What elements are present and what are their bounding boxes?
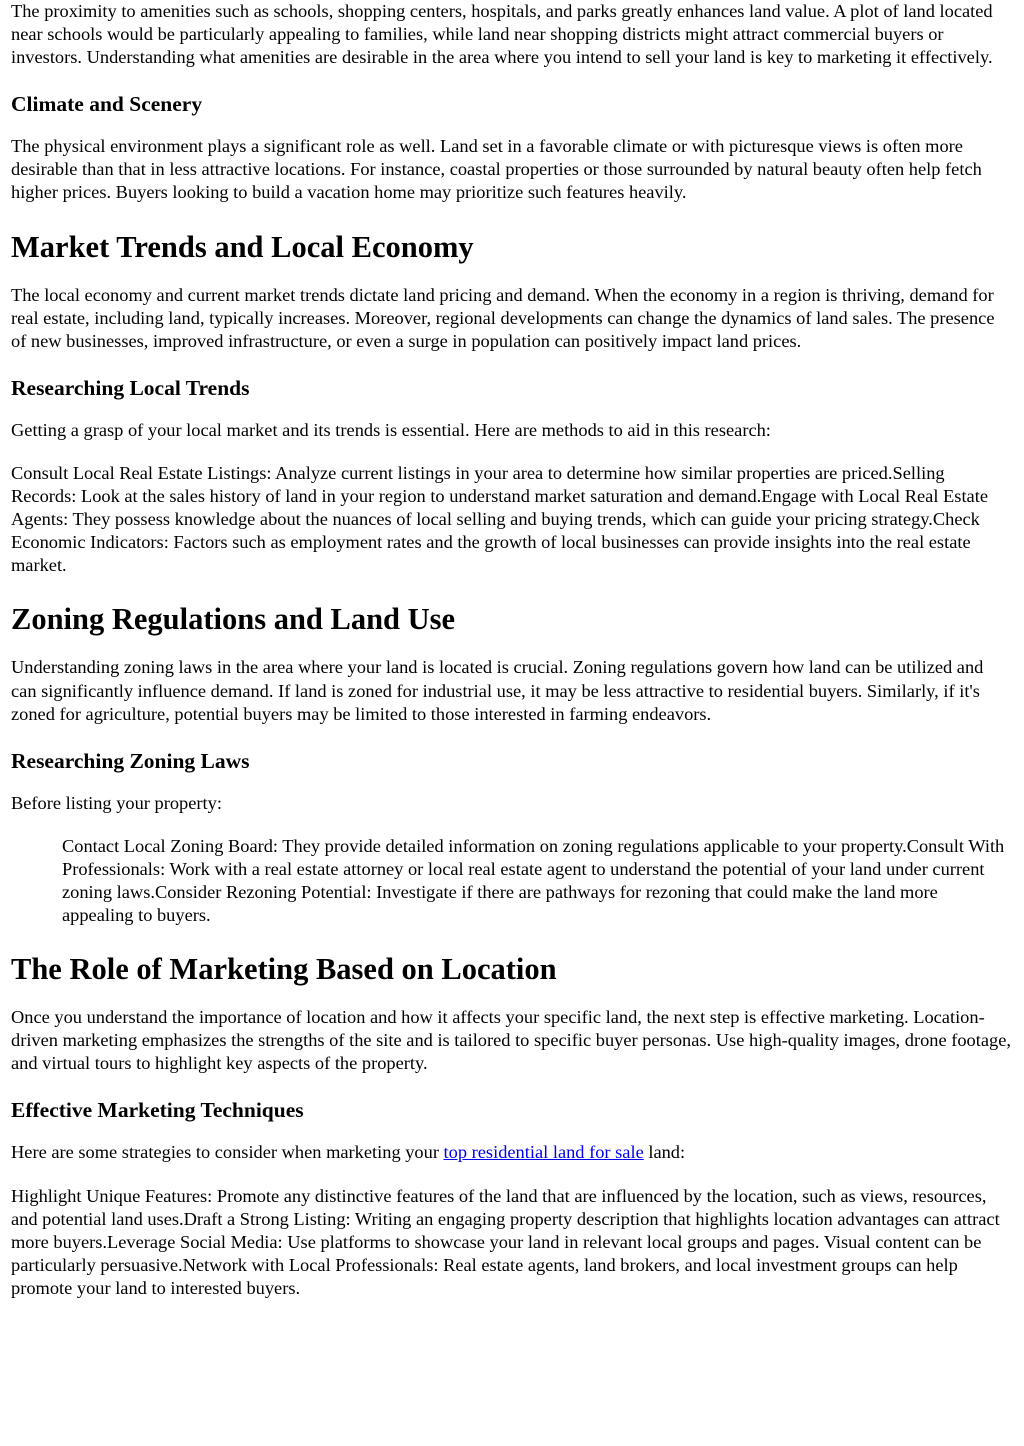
zoning-paragraph: Understanding zoning laws in the area where your land is located is crucial. Zoning regulations govern how land can be utilized and can significantly influence demand. If land is zoned for industrial use, it may be less attractive to residential buyers. Similarly, if it's zoned for agriculture, potential buyers may be limited to those interested in farming endeavors. xyxy=(11,657,984,724)
zoning-heading: Zoning Regulations and Land Use xyxy=(11,602,456,637)
techniques-intro-after: land: xyxy=(643,1142,686,1163)
techniques-intro-before: Here are some strategies to consider when marketing your xyxy=(11,1142,444,1163)
climate-paragraph: The physical environment plays a significant role as well. Land set in a favorable climate or with picturesque views is often more desirable than that in less attractive locations. For instance, coastal properties or those surrounded by natural beauty often help fetch higher prices. Buyers looking to build a vacation home may prioritize such features heavily. xyxy=(11,136,982,203)
amenities-paragraph: The proximity to amenities such as schools, shopping centers, hospitals, and parks greatly enhances land value. A plot of land located near schools would be particularly appealing to families, while land near shopping districts might attract commercial buyers or investors. Understanding what amenities are desirable in the area where you intend to sell your land is key to marketing it effectively. xyxy=(11,1,993,68)
marketing-paragraph: Once you understand the importance of location and how it affects your specific land, the next step is effective marketing. Location-driven marketing emphasizes the strengths of the site and is tailored to specific buyer personas. Use high-quality images, drone footage, and virtual tours to highlight key aspects of the property. xyxy=(11,1007,1011,1074)
market-heading: Market Trends and Local Economy xyxy=(11,229,474,264)
research-trends-intro: Getting a grasp of your local market and its trends is essential. Here are methods to aid in this research: xyxy=(11,419,771,440)
market-paragraph: The local economy and current market trends dictate land pricing and demand. When the economy in a region is thriving, demand for real estate, including land, typically increases. Moreover, regional developments can change the dynamics of land sales. The presence of new businesses, improved infrastructure, or even a surge in population can positively impact land prices. xyxy=(11,284,995,351)
techniques-list: Highlight Unique Features: Promote any distinctive features of the land that are influenced by the location, such as views, resources, and potential land uses.Draft a Strong Listing: Writing an engaging property description that highlights location advantages can attract more buyers.Leverage Social Media: Use platforms to showcase your land in relevant local groups and pages. Visual content can be particularly persuasive.Network with Local Professionals: Real estate agents, land brokers, and local investment groups can help promote your land to interested buyers. xyxy=(11,1185,1000,1298)
marketing-heading: The Role of Marketing Based on Location xyxy=(11,952,557,987)
research-trends-heading: Researching Local Trends xyxy=(11,375,250,400)
zoning-laws-heading: Researching Zoning Laws xyxy=(11,748,250,773)
techniques-heading: Effective Marketing Techniques xyxy=(11,1098,304,1123)
climate-heading: Climate and Scenery xyxy=(11,92,203,117)
zoning-laws-intro: Before listing your property: xyxy=(11,792,222,813)
research-trends-list: Consult Local Real Estate Listings: Analyze current listings in your area to determine how similar properties are priced.Selling Records: Look at the sales history of land in your region to understand market saturation and demand.Engage with Local Real Estate Agents: They possess knowledge about the nuances of local selling and buying trends, which can guide your pricing strategy.Check Economic Indicators: Factors such as employment rates and the growth of local businesses can provide insights into the real estate market. xyxy=(11,462,988,576)
zoning-laws-list: Contact Local Zoning Board: They provide detailed information on zoning regulations applicable to your property.Consult With Professionals: Work with a real estate attorney or local real estate agent to understand the potential of your land under current zoning laws.Consider Rezoning Potential: Investigate if there are pathways for rezoning that could make the land more appealing to buyers. xyxy=(62,835,1005,926)
residential-land-link[interactable]: top residential land for sale xyxy=(443,1142,644,1163)
techniques-intro xyxy=(11,1141,1013,1164)
